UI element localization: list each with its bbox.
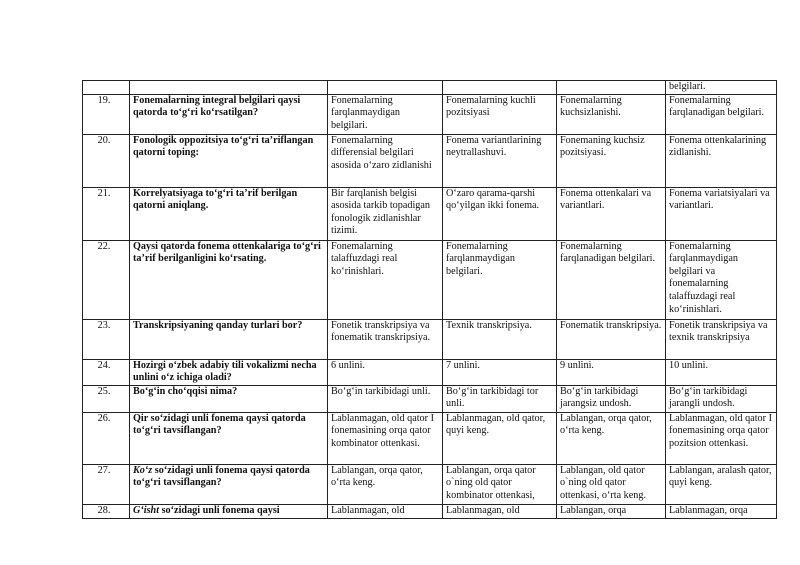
answer-b: Fonemalarning farqlanmaydigan belgilari. (443, 240, 557, 319)
answer-c: Fonemalarning kuchsizlanishi. (557, 94, 666, 134)
table-row (83, 319, 777, 359)
table-row (83, 81, 777, 95)
answer-b: Lablanmagan, old qator, quyi keng. (443, 412, 557, 464)
question-text: Fonologik oppozitsiya to‘g‘ri ta’riflangan qatorni toping: (130, 134, 328, 187)
answer-a: Fonemalarning differensial belgilari asosida o‘zaro zidlanishi (328, 134, 443, 187)
question-number: 26. (83, 412, 130, 464)
question-number: 25. (83, 385, 130, 412)
answer-c: Fonematik transkripsiya. (557, 319, 666, 359)
answer-d: Lablanmagan, old qator I fonemasining orqa qator pozitsion ottenkasi. (666, 412, 777, 464)
answer-c: Bo‘g‘in tarkibidagi jarangsiz undosh. (557, 385, 666, 412)
answer-a: Lablanmagan, old qator I fonemasining orqa qator kombinator ottenkasi. (328, 412, 443, 464)
question-number: 20. (83, 134, 130, 187)
question-text (130, 464, 328, 504)
question-rest: so‘zidagi unli fonema qaysi qatorda to‘g‘ri tavsiflangan? (133, 464, 310, 489)
answer-a: Bo‘g‘in tarkibidagi unli. (328, 385, 443, 412)
answer-c: Lablangan, orqa (557, 504, 666, 518)
table-row (83, 359, 777, 385)
question-rest: so‘zidagi unli fonema qaysi (159, 504, 280, 516)
question-number: 27. (83, 464, 130, 504)
answer-d: Fonemalarning farqlanmaydigan belgilari va fonemalarning talaffuzdagi real ko‘rinishlari. (666, 240, 777, 319)
answer-a: Fonetik transkripsiya va fonematik transkripsiya. (328, 319, 443, 359)
answer-c: Fonema ottenkalari va variantlari. (557, 187, 666, 240)
question-text: Qir so‘zidagi unli fonema qaysi qatorda to‘g‘ri tavsiflangan? (130, 412, 328, 464)
table-row (83, 385, 777, 412)
test-table-page (82, 80, 776, 519)
table-row (83, 240, 777, 319)
answer-b: Fonema variantlarining neytrallashuvi. (443, 134, 557, 187)
question-text (130, 504, 328, 518)
answer-a: Bir farqlanish belgisi asosida tarkib topadigan fonologik zidlanishlar tizimi. (328, 187, 443, 240)
answer-d: Bo‘g‘in tarkibidagi jarangli undosh. (666, 385, 777, 412)
answer-c: Lablangan, old qator o`ning old qator ottenkasi, o‘rta keng. (557, 464, 666, 504)
table-row (83, 412, 777, 464)
answer-c: Fonemaning kuchsiz pozitsiyasi. (557, 134, 666, 187)
answer-d: belgilari. (666, 81, 777, 95)
question-text: Hozirgi o‘zbek adabiy tili vokalizmi necha unlini o‘z ichiga oladi? (130, 359, 328, 385)
question-keyword: Ko‘z (133, 464, 153, 476)
answer-a: Fonemalarning farqlanmaydigan belgilari. (328, 94, 443, 134)
table-row (83, 94, 777, 134)
answer-d: 10 unlini. (666, 359, 777, 385)
answer-a: Fonemalarning talaffuzdagi real ko‘rinishlari. (328, 240, 443, 319)
question-keyword: G‘isht (133, 504, 160, 516)
answer-d: Fonema ottenkalarining zidlanishi. (666, 134, 777, 187)
answer-d: Fonemalarning farqlanadigan belgilari. (666, 94, 777, 134)
question-number: 24. (83, 359, 130, 385)
question-number: 22. (83, 240, 130, 319)
question-number: 28. (83, 504, 130, 518)
question-text: Transkripsiyaning qanday turlari bor? (130, 319, 328, 359)
answer-b: Fonemalarning kuchli pozitsiyasi (443, 94, 557, 134)
answer-b: Texnik transkripsiya. (443, 319, 557, 359)
question-text: Qaysi qatorda fonema ottenkalariga to‘g‘ri ta’rif berilganligini ko‘rsating. (130, 240, 328, 319)
question-text: Bo‘g‘in cho‘qqisi nima? (130, 385, 328, 412)
answer-c: Fonemalarning farqlanadigan belgilari. (557, 240, 666, 319)
answer-d: Lablangan, aralash qator, quyi keng. (666, 464, 777, 504)
answer-b: O‘zaro qarama-qarshi qo‘yilgan ikki fonema. (443, 187, 557, 240)
question-number: 21. (83, 187, 130, 240)
answer-a: Lablangan, orqa qator, o‘rta keng. (328, 464, 443, 504)
questions-table (82, 80, 777, 519)
answer-a: 6 unlini. (328, 359, 443, 385)
answer-d: Fonetik transkripsiya va texnik transkripsiya (666, 319, 777, 359)
answer-b: Lablanmagan, old (443, 504, 557, 518)
answer-c: Lablangan, orqa qator, o‘rta keng. (557, 412, 666, 464)
question-text: Fonemalarning integral belgilari qaysi qatorda to‘g‘ri ko‘rsatilgan? (130, 94, 328, 134)
table-row (83, 504, 777, 518)
question-number: 19. (83, 94, 130, 134)
question-number: 23. (83, 319, 130, 359)
question-text: Korrelyatsiyaga to‘g‘ri ta’rif berilgan qatorni aniqlang. (130, 187, 328, 240)
answer-b: Lablangan, orqa qator o`ning old qator kombinator ottenkasi, (443, 464, 557, 504)
table-row (83, 134, 777, 187)
answer-b: 7 unlini. (443, 359, 557, 385)
answer-d: Lablanmagan, orqa (666, 504, 777, 518)
answer-b: Bo‘g‘in tarkibidagi tor unli. (443, 385, 557, 412)
table-row (83, 464, 777, 504)
answer-a: Lablanmagan, old (328, 504, 443, 518)
table-row (83, 187, 777, 240)
answer-d: Fonema variatsiyalari va variantlari. (666, 187, 777, 240)
answer-c: 9 unlini. (557, 359, 666, 385)
